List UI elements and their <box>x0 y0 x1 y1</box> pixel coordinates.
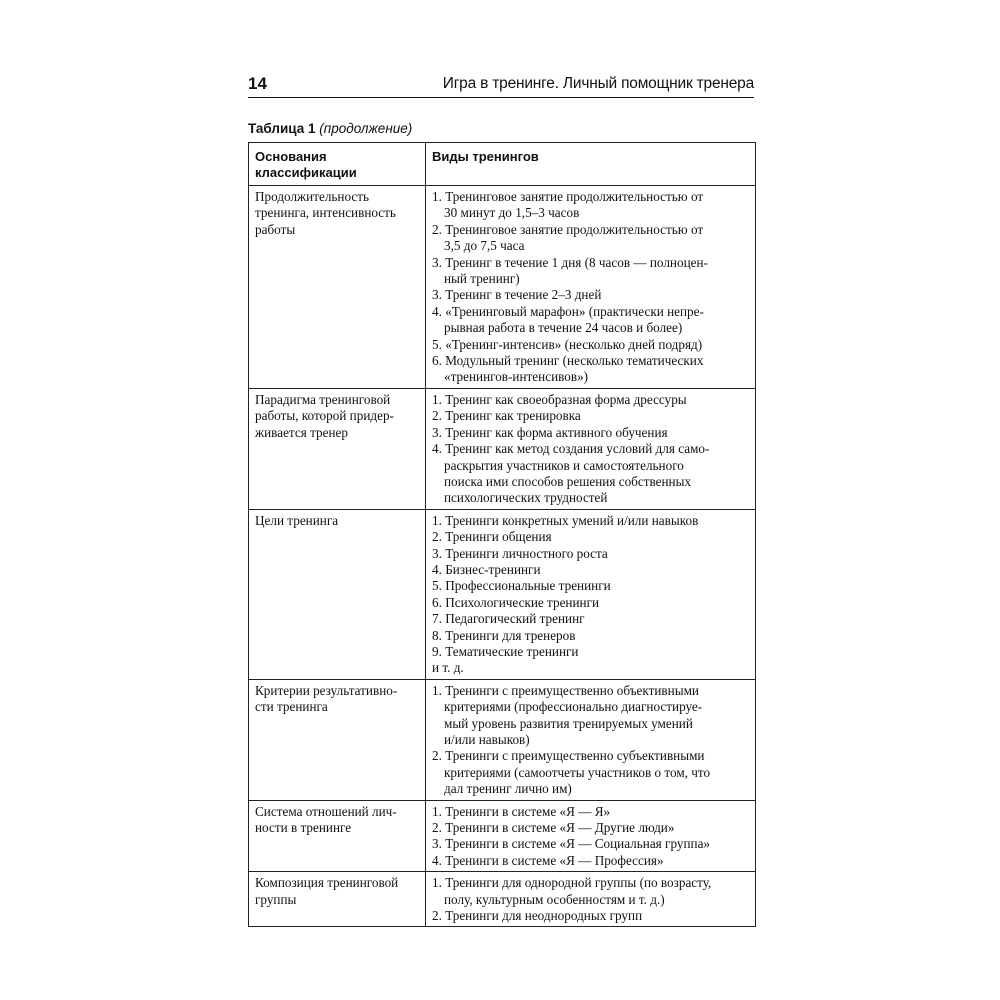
item-line: «тренингов-интенсивов») <box>444 369 589 385</box>
item-line: рывная работа в течение 24 часов и более) <box>444 320 683 336</box>
item-line: 7. Педагогический тренинг <box>432 611 585 627</box>
item-line: 4. Бизнес-тренинги <box>432 561 541 577</box>
list-item <box>432 611 749 627</box>
item-line: полу, культурным особенностям и т. д.) <box>444 891 665 907</box>
table-row <box>249 679 756 800</box>
page-header <box>248 73 754 97</box>
item-line: 6. Модульный тренинг (несколько тематических <box>432 353 704 369</box>
list-item <box>432 392 749 408</box>
header-line: классификации <box>255 165 357 180</box>
list-tail <box>432 660 749 676</box>
table-row <box>249 388 756 509</box>
basis-cell <box>249 186 426 389</box>
table-caption-note: (продолжение) <box>319 121 413 136</box>
table-row <box>249 186 756 389</box>
classification-table <box>248 142 756 927</box>
item-line: 2. Тренинги в системе «Я — Другие люди» <box>432 820 675 836</box>
header-basis <box>249 143 426 186</box>
basis-cell <box>249 679 426 800</box>
table-header-row <box>249 143 756 186</box>
types-cell <box>426 186 756 389</box>
list-item <box>432 836 749 852</box>
list-item <box>432 908 749 924</box>
list-item <box>432 189 749 222</box>
list-item <box>432 748 749 797</box>
item-line: критериями (профессионально диагностируе- <box>444 699 703 715</box>
item-line: психологических трудностей <box>444 490 608 506</box>
table-row <box>249 509 756 679</box>
basis-line: сти тренинга <box>255 699 328 715</box>
header-types <box>426 143 756 186</box>
basis-line: Композиция тренинговой <box>255 875 399 891</box>
item-line: раскрытия участников и самостоятельного <box>444 457 684 473</box>
item-line: 5. «Тренинг-интенсив» (несколько дней подряд) <box>432 336 703 352</box>
list-item <box>432 578 749 594</box>
basis-line: группы <box>255 891 297 907</box>
item-line: 1. Тренинги с преимущественно объективными <box>432 682 699 698</box>
types-cell <box>426 679 756 800</box>
item-line: 8. Тренинги для тренеров <box>432 627 576 643</box>
item-line: критериями (самоотчеты участников о том, что <box>444 764 711 780</box>
list-item <box>432 546 749 562</box>
item-line: поиска ими способов решения собственных <box>444 473 692 489</box>
list-item <box>432 513 749 529</box>
table-caption <box>248 121 412 137</box>
item-line: 3. Тренинги в системе «Я — Социальная группа» <box>432 836 711 852</box>
list-item <box>432 287 749 303</box>
header-line: Виды тренингов <box>432 149 539 164</box>
basis-line: работы <box>255 221 296 237</box>
running-head: Игра в тренинге. Личный помощник тренера <box>442 75 754 92</box>
basis-line: работы, которой придер- <box>255 408 394 424</box>
list-item <box>432 562 749 578</box>
basis-cell <box>249 800 426 872</box>
basis-line: Цели тренинга <box>255 512 339 528</box>
list-item <box>432 683 749 749</box>
list-item <box>432 408 749 424</box>
basis-line: Критерии результативно- <box>255 682 398 698</box>
item-line: 4. Тренинги в системе «Я — Профессия» <box>432 852 664 868</box>
item-line: 3. Тренинг в течение 1 дня (8 часов — полноцен- <box>432 254 708 270</box>
item-line: 30 минут до 1,5–3 часов <box>444 205 580 221</box>
list-item <box>432 304 749 337</box>
header-line: Основания <box>255 149 327 164</box>
list-item <box>432 337 749 353</box>
basis-cell <box>249 388 426 509</box>
item-line: 3. Тренинг как форма активного обучения <box>432 424 668 440</box>
basis-line: живается тренер <box>255 424 348 440</box>
item-line: 3. Тренинг в течение 2–3 дней <box>432 287 602 303</box>
table-row <box>249 800 756 872</box>
item-line: 9. Тематические тренинги <box>432 643 579 659</box>
basis-line: Система отношений лич- <box>255 803 397 819</box>
list-item <box>432 644 749 660</box>
list-item <box>432 820 749 836</box>
list-item <box>432 628 749 644</box>
types-cell <box>426 509 756 679</box>
basis-line: Парадигма тренинговой <box>255 391 391 407</box>
item-line: 1. Тренинги конкретных умений и/или навыков <box>432 512 699 528</box>
item-line: 3,5 до 7,5 часа <box>444 238 525 254</box>
list-item <box>432 441 749 507</box>
table-row <box>249 872 756 927</box>
item-line: и т. д. <box>432 660 464 676</box>
item-line: 6. Психологические тренинги <box>432 594 600 610</box>
item-line: 4. «Тренинговый марафон» (практически непре- <box>432 303 704 319</box>
table-caption-label: Таблица 1 <box>248 121 316 136</box>
item-line: 2. Тренинги для неоднородных групп <box>432 908 643 924</box>
basis-cell <box>249 509 426 679</box>
item-line: 2. Тренинги с преимущественно субъективными <box>432 748 705 764</box>
types-cell <box>426 800 756 872</box>
list-item <box>432 353 749 386</box>
item-line: 1. Тренинги в системе «Я — Я» <box>432 803 611 819</box>
list-item <box>432 255 749 288</box>
header-rule <box>248 97 754 98</box>
list-item <box>432 222 749 255</box>
list-item <box>432 595 749 611</box>
item-line: ный тренинг) <box>444 271 520 287</box>
item-line: 1. Тренинговое занятие продолжительностью от <box>432 189 704 204</box>
basis-cell <box>249 872 426 927</box>
item-line: 2. Тренинговое занятие продолжительностью от <box>432 221 704 237</box>
item-line: дал тренинг лично им) <box>444 781 572 797</box>
item-line: 1. Тренинги для однородной группы (по возрасту, <box>432 875 712 891</box>
item-line: 3. Тренинги личностного роста <box>432 545 608 561</box>
item-line: мый уровень развития тренируемых умений <box>444 715 693 731</box>
item-line: 2. Тренинг как тренировка <box>432 408 581 424</box>
item-line: 4. Тренинг как метод создания условий для само- <box>432 441 710 457</box>
list-item <box>432 875 749 908</box>
item-line: 5. Профессиональные тренинги <box>432 578 611 594</box>
list-item <box>432 804 749 820</box>
list-item <box>432 425 749 441</box>
types-cell <box>426 388 756 509</box>
list-item <box>432 529 749 545</box>
page-number: 14 <box>248 74 267 93</box>
types-cell <box>426 872 756 927</box>
item-line: и/или навыков) <box>444 732 530 747</box>
basis-line: ности в тренинге <box>255 820 352 836</box>
list-item <box>432 853 749 869</box>
item-line: 1. Тренинг как своеобразная форма дрессуры <box>432 391 687 407</box>
basis-line: тренинга, интенсивность <box>255 205 396 221</box>
item-line: 2. Тренинги общения <box>432 529 552 545</box>
basis-line: Продолжительность <box>255 189 370 204</box>
